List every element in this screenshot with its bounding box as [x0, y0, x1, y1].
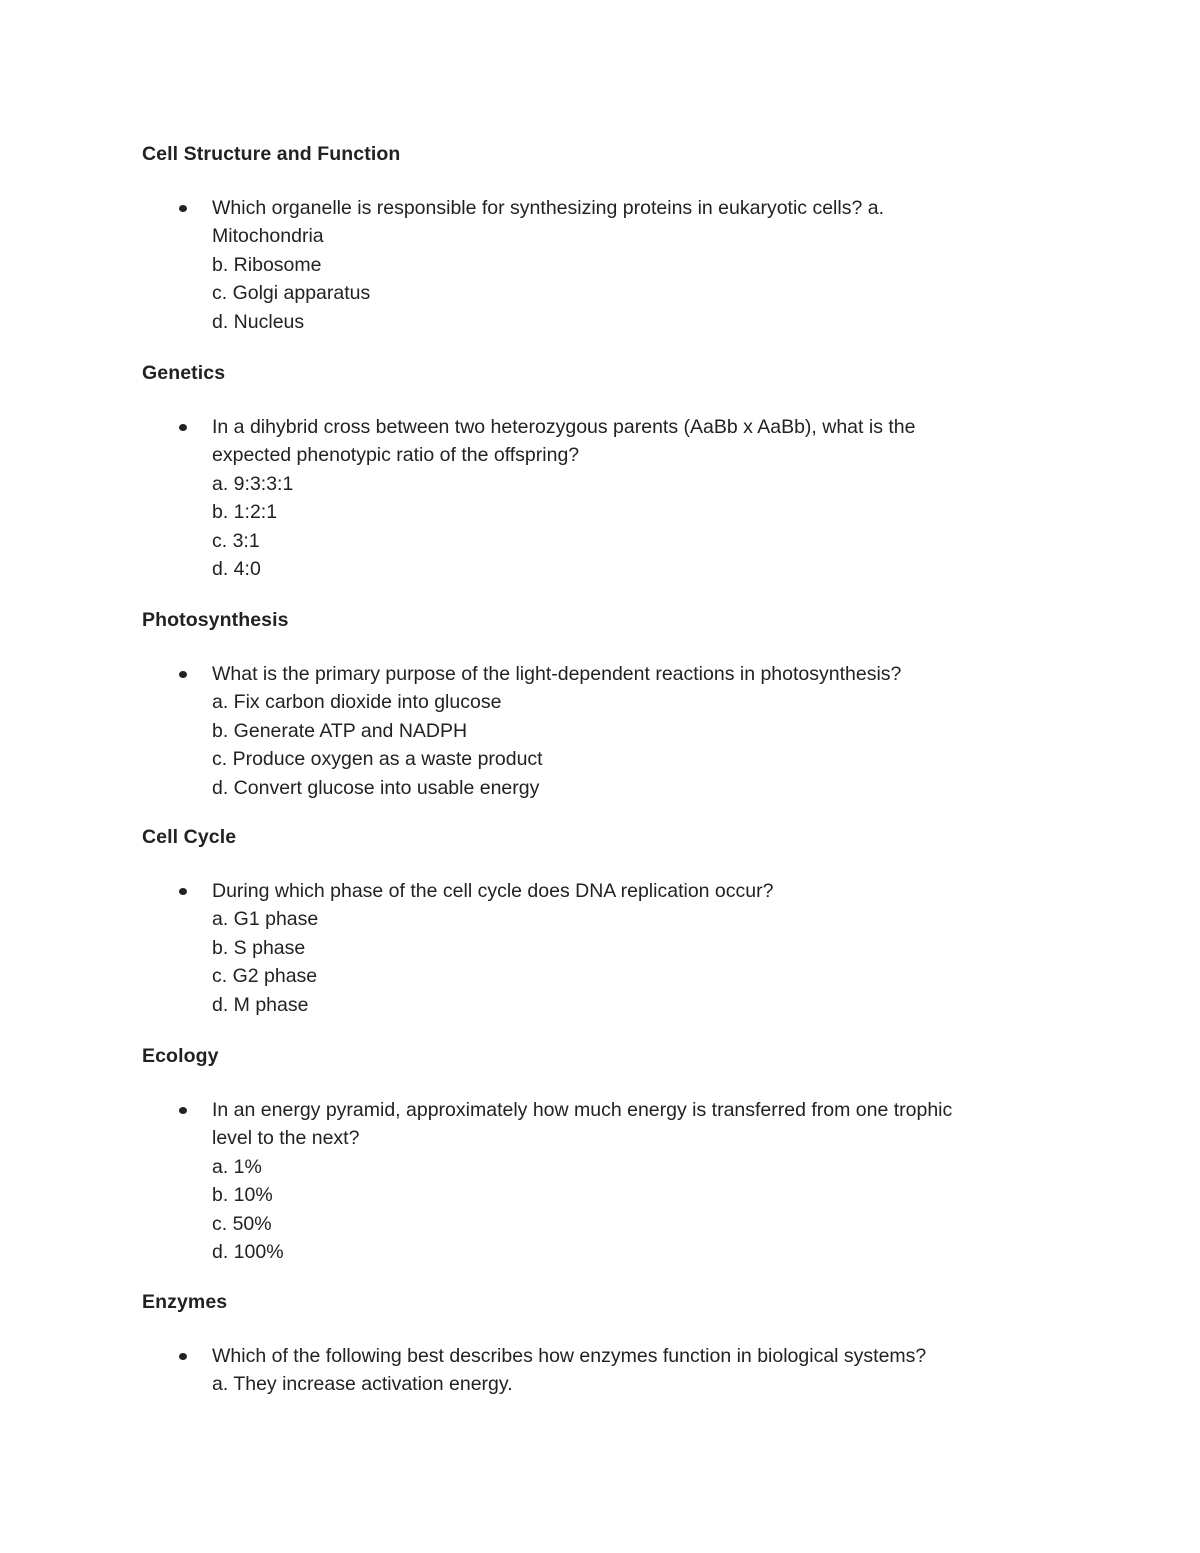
question-text: Which organelle is responsible for synthesizing proteins in eukaryotic cells? a. [212, 197, 884, 219]
answer-option: c. Golgi apparatus [212, 282, 371, 305]
section-cell-cycle [142, 825, 1062, 1019]
answer-option: b. Ribosome [212, 253, 322, 276]
section-heading: Cell Cycle [142, 826, 237, 848]
section-enzymes [142, 1290, 1062, 1399]
section-heading: Genetics [142, 362, 226, 384]
section-genetics [142, 361, 1062, 583]
section-heading: Enzymes [142, 1291, 228, 1313]
answer-option: a. 9:3:3:1 [212, 472, 294, 495]
bullet-icon [179, 671, 187, 678]
question-text: In a dihybrid cross between two heterozygous parents (AaBb x AaBb), what is the [212, 416, 916, 438]
question-item [142, 877, 1062, 1019]
bullet-icon [179, 1353, 187, 1360]
question-item [142, 194, 1062, 336]
answer-option: a. G1 phase [212, 908, 319, 931]
answer-option: c. 3:1 [212, 529, 260, 552]
question-item [142, 413, 1062, 583]
answer-option: d. Convert glucose into usable energy [212, 776, 540, 799]
question-item [142, 1096, 1062, 1266]
bullet-icon [179, 424, 187, 431]
question-text-continued: expected phenotypic ratio of the offspring? [212, 444, 580, 467]
answer-option: d. M phase [212, 993, 309, 1016]
answer-option: a. They increase activation energy. [212, 1373, 513, 1396]
answer-option: c. 50% [212, 1212, 272, 1235]
answer-option: b. 10% [212, 1184, 273, 1207]
section-photosynthesis [142, 608, 1062, 802]
answer-option: d. 100% [212, 1241, 284, 1264]
section-cell-structure [142, 142, 1062, 336]
section-heading: Photosynthesis [142, 609, 289, 631]
answer-option: d. 4:0 [212, 558, 261, 581]
bullet-icon [179, 1107, 187, 1114]
question-text: Which of the following best describes how enzymes function in biological systems? [212, 1345, 927, 1367]
answer-option: a. 1% [212, 1155, 262, 1178]
bullet-icon [179, 888, 187, 895]
answer-option: b. 1:2:1 [212, 501, 278, 524]
answer-option: c. Produce oxygen as a waste product [212, 748, 543, 771]
question-text: What is the primary purpose of the light-dependent reactions in photosynthesis? [212, 663, 902, 685]
question-text-continued: level to the next? [212, 1127, 360, 1150]
answer-option: b. Generate ATP and NADPH [212, 719, 468, 742]
question-item [142, 660, 1062, 802]
bullet-icon [179, 205, 187, 212]
answer-option: c. G2 phase [212, 965, 318, 988]
section-heading: Cell Structure and Function [142, 143, 401, 165]
question-text: In an energy pyramid, approximately how much energy is transferred from one trophic [212, 1099, 953, 1121]
section-ecology [142, 1044, 1062, 1266]
answer-option: a. Fix carbon dioxide into glucose [212, 691, 502, 714]
question-text-continued: Mitochondria [212, 225, 324, 248]
question-item [142, 1342, 1062, 1399]
section-heading: Ecology [142, 1045, 219, 1067]
question-text: During which phase of the cell cycle does DNA replication occur? [212, 880, 774, 902]
answer-option: d. Nucleus [212, 310, 305, 333]
answer-option: b. S phase [212, 936, 306, 959]
